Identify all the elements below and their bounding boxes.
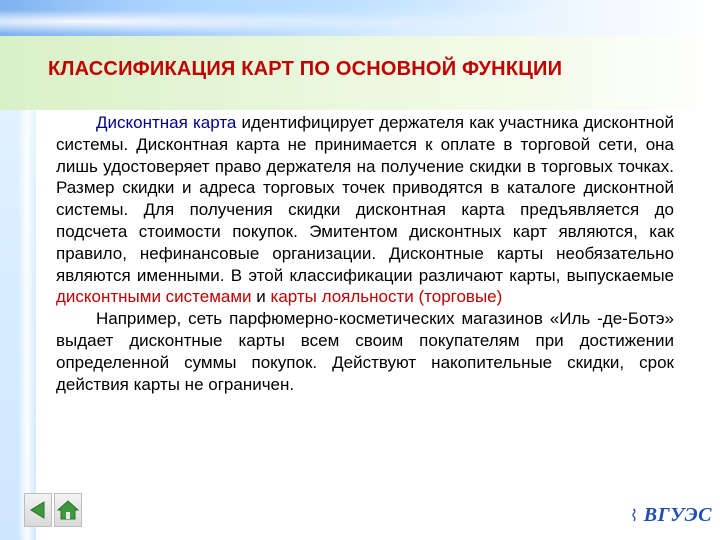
home-button[interactable] [54,493,82,527]
slide-navigation [24,493,82,527]
home-icon [57,499,79,521]
logo-text: ВГУЭС [643,503,712,526]
definition-text: идентифицирует держателя как участника дисконтной системы. Дисконтная карта не принимается к оплате в торговой сети, она лишь удостоверяет право держателя на получение скидки в торговых точках. Размер скидки и адреса торговых точек приводятся в каталоге дисконтной системы. Для получения скидки дисконтная карта предъявляется до подсчета стоимости покупок. Эмитентом дисконтных карт являются, как правило, нефинансовые организации. Дисконтные карты необязательно являются именными. В этой классификации различают карты, выпускаемые [56,113,674,285]
highlight-discount-systems: дисконтными системами [56,287,252,307]
university-logo [630,498,712,532]
paragraph-example: Например, сеть парфюмерно-косметических магазинов «Иль -де-Ботэ» выдает дисконтные карты всем своим покупателям при достижении определенной суммы покупок. Действуют накопительные скидки, срок действия карты не ограничен. [56,309,674,394]
header-decor-image [0,0,720,36]
term-discount-card: Дисконтная карта [96,113,237,132]
arrow-left-icon [28,500,48,520]
paragraph-definition [56,112,674,308]
connector-text: и [251,287,271,307]
logo-emblem-icon [630,499,638,531]
back-button[interactable] [24,493,52,527]
highlight-loyalty-cards: карты лояльности (торговые) [270,287,503,307]
slide-title: КЛАССИФИКАЦИЯ КАРТ ПО ОСНОВНОЙ ФУНКЦИИ [48,58,563,80]
slide-body [56,112,674,395]
